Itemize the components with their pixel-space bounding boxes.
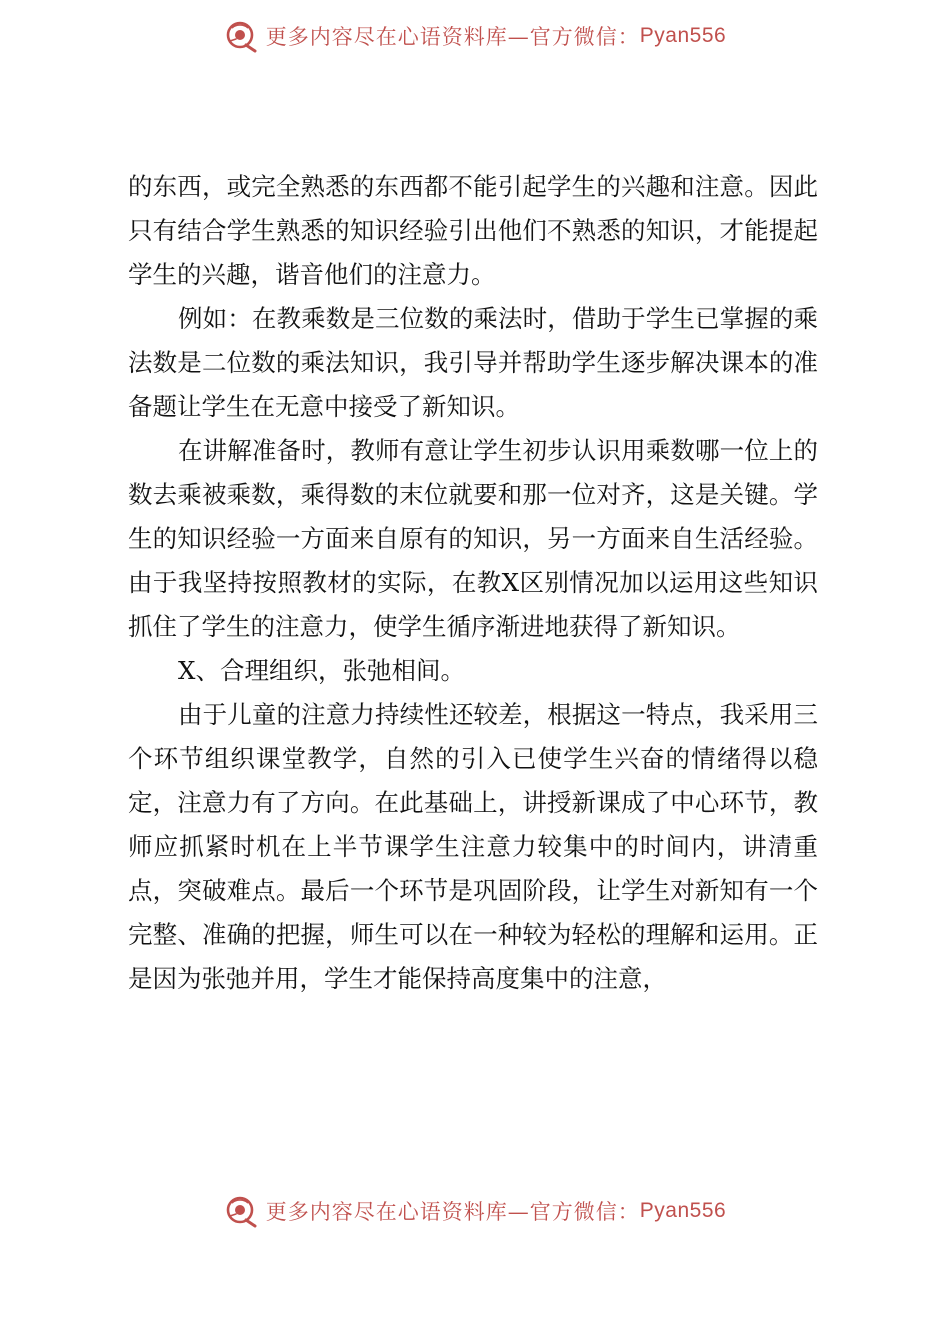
footer-banner — [0, 1191, 950, 1231]
document-body — [128, 165, 818, 1001]
paragraph: 的东西，或完全熟悉的东西都不能引起学生的兴趣和注意。因此只有结合学生熟悉的知识经验引出他们不熟悉的知识，才能提起学生的兴趣，谐音他们的注意力。 — [128, 172, 818, 289]
paragraph: 例如：在教乘数是三位数的乘法时，借助于学生已掌握的乘法数是二位数的乘法知识，我引导并帮助学生逐步解决课本的准备题让学生在无意中接受了新知识。 — [128, 304, 818, 421]
banner-wechat-id: Pyan556 — [639, 24, 727, 47]
header-banner — [0, 16, 950, 56]
flower-pen-logo-icon — [224, 19, 258, 53]
banner-wechat-id: Pyan556 — [639, 1199, 727, 1222]
paragraph: 由于儿童的注意力持续性还较差，根据这一特点，我采用三个环节组织课堂教学，自然的引入已使学生兴奋的情绪得以稳定，注意力有了方向。在此基础上，讲授新课成了中心环节，教师应抓紧时机在上半节课学生注意力较集中的时间内，讲清重点，突破难点。最后一个环节是巩固阶段，让学生对新知有一个完整、准确的把握，师生可以在一种较为轻松的理解和运用。正是因为张弛并用，学生才能保持高度集中的注意， — [128, 700, 818, 993]
banner-text: 更多内容尽在心语资料库—官方微信： — [265, 1200, 640, 1224]
section-heading: X、合理组织，张弛相间。 — [178, 656, 465, 685]
flower-pen-logo-icon — [224, 1194, 258, 1228]
banner-text: 更多内容尽在心语资料库—官方微信： — [265, 25, 640, 49]
paragraph: 在讲解准备时，教师有意让学生初步认识用乘数哪一位上的数去乘被乘数，乘得数的末位就要和那一位对齐，这是关键。学生的知识经验一方面来自原有的知识，另一方面来自生活经验。由于我坚持按照教材的实际，在教X区别情况加以运用这些知识抓住了学生的注意力，使学生循序渐进地获得了新知识。 — [128, 436, 818, 641]
